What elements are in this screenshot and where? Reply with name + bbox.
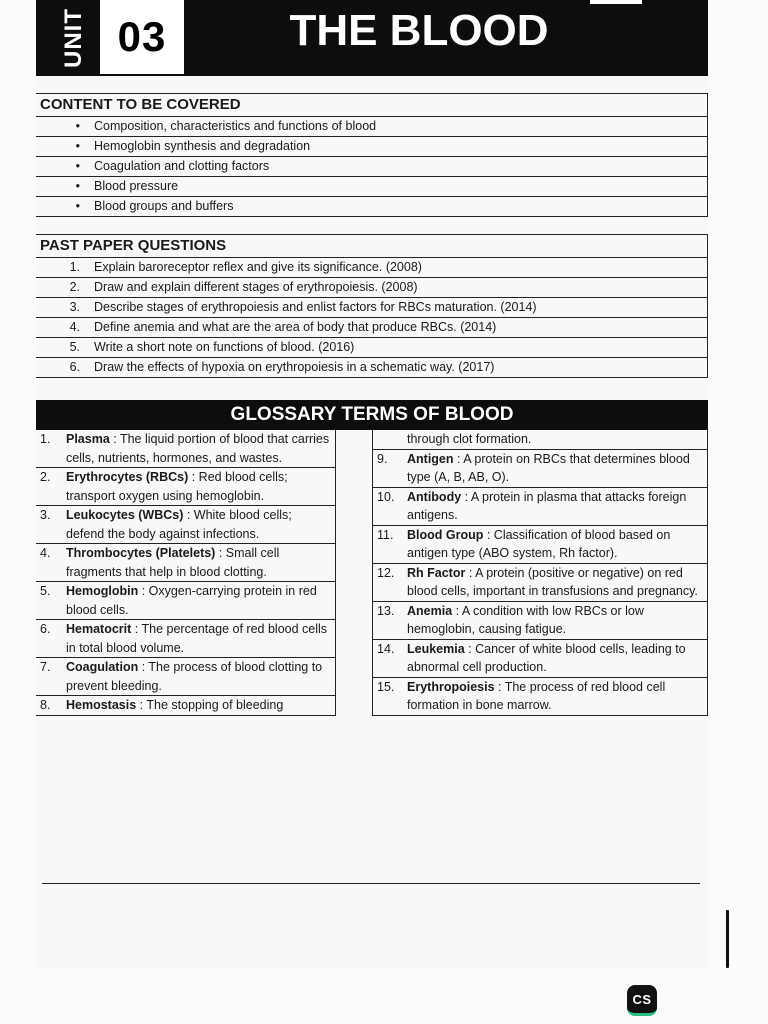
glossary-item — [373, 678, 707, 716]
glossary-term: Hemoglobin — [66, 584, 139, 598]
glossary-entry — [66, 430, 331, 467]
glossary-entry — [66, 620, 331, 657]
camscanner-badge-icon: CS — [627, 985, 657, 1016]
content-heading: CONTENT TO BE COVERED — [36, 93, 708, 117]
glossary-heading: GLOSSARY TERMS OF BLOOD — [36, 400, 708, 430]
glossary-term: Erythrocytes (RBCs) — [66, 470, 189, 484]
question-number: 6. — [69, 360, 80, 374]
glossary-item — [373, 450, 707, 488]
glossary-term: Plasma — [66, 432, 110, 446]
unit-number-box — [100, 0, 184, 74]
glossary-number: 13. — [377, 603, 395, 618]
unit-number: 03 — [117, 13, 167, 60]
glossary-number: 3. — [40, 508, 51, 522]
glossary-number: 7. — [40, 660, 51, 674]
glossary-term: Rh Factor — [407, 565, 466, 580]
glossary-definition: : A protein in plasma that attacks foreign antigens. — [407, 489, 687, 522]
glossary-item — [36, 506, 336, 544]
past-paper-item — [36, 318, 708, 338]
glossary-entry — [66, 658, 331, 695]
question-number: 2. — [69, 280, 80, 294]
title-tab-mark — [590, 0, 642, 4]
glossary-number: 11. — [377, 527, 394, 542]
question-number: 4. — [69, 320, 80, 334]
bullet-icon: • — [75, 139, 80, 153]
glossary-definition: : The liquid portion of blood that carries cells, nutrients, hormones, and wastes. — [66, 432, 330, 465]
content-item — [36, 137, 708, 157]
glossary-item — [373, 640, 707, 678]
glossary-term: Antibody — [407, 489, 462, 504]
question-number: 5. — [69, 340, 80, 354]
content-item — [36, 157, 708, 177]
glossary-entry — [66, 468, 331, 505]
glossary-definition: : The process of red blood cell formation in bone marrow. — [407, 679, 666, 712]
glossary-definition: : Cancer of white blood cells, leading to abnormal cell production. — [407, 641, 686, 674]
glossary-item — [36, 696, 336, 716]
glossary-entry — [66, 506, 331, 543]
glossary-item — [36, 468, 336, 506]
past-paper-item — [36, 258, 708, 278]
question-text: Draw and explain different stages of erythropoiesis. (2008) — [94, 280, 418, 294]
content-item-text: Composition, characteristics and functions of blood — [94, 119, 377, 133]
glossary-number: 15. — [377, 679, 395, 694]
glossary-definition: : The process of blood clotting to prevent bleeding. — [66, 660, 323, 693]
glossary-term: Leukocytes (WBCs) — [66, 508, 184, 522]
past-paper-section — [36, 234, 708, 378]
glossary-definition: : The percentage of red blood cells in total blood volume. — [66, 622, 328, 655]
glossary-definition: : Oxygen-carrying protein in red blood cells. — [66, 584, 317, 617]
content-item-text: Hemoglobin synthesis and degradation — [94, 139, 311, 153]
past-paper-item — [36, 278, 708, 298]
content-section — [36, 93, 708, 217]
glossary-right-column — [372, 430, 708, 716]
glossary-definition: : White blood cells; defend the body against infections. — [66, 508, 292, 541]
glossary-entry — [407, 602, 703, 639]
glossary-term: Hemostasis — [66, 698, 137, 712]
glossary-entry — [407, 564, 703, 601]
page-title: THE BLOOD — [289, 6, 549, 55]
bullet-icon: • — [75, 199, 80, 213]
glossary-number: 1. — [40, 432, 51, 446]
glossary-entry — [407, 640, 703, 677]
glossary-entry — [407, 526, 703, 563]
glossary-term: Erythropoiesis — [407, 679, 495, 694]
glossary-entry — [407, 678, 703, 715]
glossary-entry — [66, 544, 331, 581]
glossary-entry — [407, 488, 703, 525]
glossary-number: 8. — [40, 698, 51, 712]
glossary-entry — [407, 450, 703, 487]
glossary-item — [373, 602, 707, 640]
glossary-number: 9. — [377, 451, 388, 466]
past-paper-item — [36, 358, 708, 378]
glossary-definition: : A condition with low RBCs or low hemoglobin, causing fatigue. — [407, 603, 644, 636]
question-text: Draw the effects of hypoxia on erythropoiesis in a schematic way. (2017) — [94, 360, 495, 374]
bullet-icon: • — [75, 159, 80, 173]
glossary-item — [36, 544, 336, 582]
glossary-term: Thrombocytes (Platelets) — [66, 546, 216, 560]
glossary-item — [373, 564, 707, 602]
glossary-item — [373, 526, 707, 564]
glossary-entry — [66, 582, 331, 619]
glossary-item — [373, 488, 707, 526]
glossary-term: Anemia — [407, 603, 453, 618]
question-text: Define anemia and what are the area of body that produce RBCs. (2014) — [94, 320, 497, 334]
glossary-entry — [66, 696, 331, 715]
glossary-term: Leukemia — [407, 641, 465, 656]
bullet-icon: • — [75, 119, 80, 133]
question-text: Describe stages of erythropoiesis and enlist factors for RBCs maturation. (2014) — [94, 300, 537, 314]
question-number: 1. — [69, 260, 80, 274]
glossary-item — [36, 620, 336, 658]
bottom-rule — [42, 883, 700, 884]
glossary-definition: : The stopping of bleeding — [136, 698, 284, 712]
glossary-item — [36, 582, 336, 620]
past-paper-item — [36, 298, 708, 318]
glossary-definition: : Small cell fragments that help in blood clotting. — [66, 546, 280, 579]
glossary-number: 12. — [377, 565, 395, 580]
glossary-number: 6. — [40, 622, 51, 636]
content-item-text: Blood pressure — [94, 179, 179, 193]
question-text: Explain baroreceptor reflex and give its significance. (2008) — [94, 260, 422, 274]
glossary-definition: : Red blood cells; transport oxygen using hemoglobin. — [66, 470, 288, 503]
glossary-left-column — [36, 430, 336, 716]
glossary-term: Coagulation — [66, 660, 139, 674]
glossary-definition: : A protein on RBCs that determines blood type (A, B, AB, O). — [407, 451, 690, 484]
past-paper-item — [36, 338, 708, 358]
glossary-definition: : A protein (positive or negative) on red blood cells, important in transfusions and pregnancy. — [407, 565, 698, 598]
past-paper-heading: PAST PAPER QUESTIONS — [36, 234, 708, 258]
content-item — [36, 197, 708, 217]
glossary-number: 2. — [40, 470, 51, 484]
glossary-number: 4. — [40, 546, 51, 560]
page-edge-mark — [726, 910, 729, 968]
question-number: 3. — [69, 300, 80, 314]
glossary-term: Antigen — [407, 451, 454, 466]
glossary-term: Blood Group — [407, 527, 484, 542]
question-text: Write a short note on functions of blood. (2016) — [94, 340, 355, 354]
glossary-term: Hematocrit — [66, 622, 132, 636]
content-item-text: Blood groups and buffers — [94, 199, 234, 213]
glossary-item — [36, 658, 336, 696]
glossary-number: 5. — [40, 584, 51, 598]
content-item-text: Coagulation and clotting factors — [94, 159, 270, 173]
content-item — [36, 177, 708, 197]
content-item — [36, 117, 708, 137]
glossary-item — [36, 430, 336, 468]
glossary-definition: : Classification of blood based on antigen type (ABO system, Rh factor). — [407, 527, 671, 560]
unit-label: UNIT — [60, 8, 87, 68]
bullet-icon: • — [75, 179, 80, 193]
glossary-continuation — [373, 430, 707, 450]
glossary-continuation-text: through clot formation. — [407, 432, 532, 446]
glossary-number: 10. — [377, 489, 395, 504]
glossary-number: 14. — [377, 641, 395, 656]
